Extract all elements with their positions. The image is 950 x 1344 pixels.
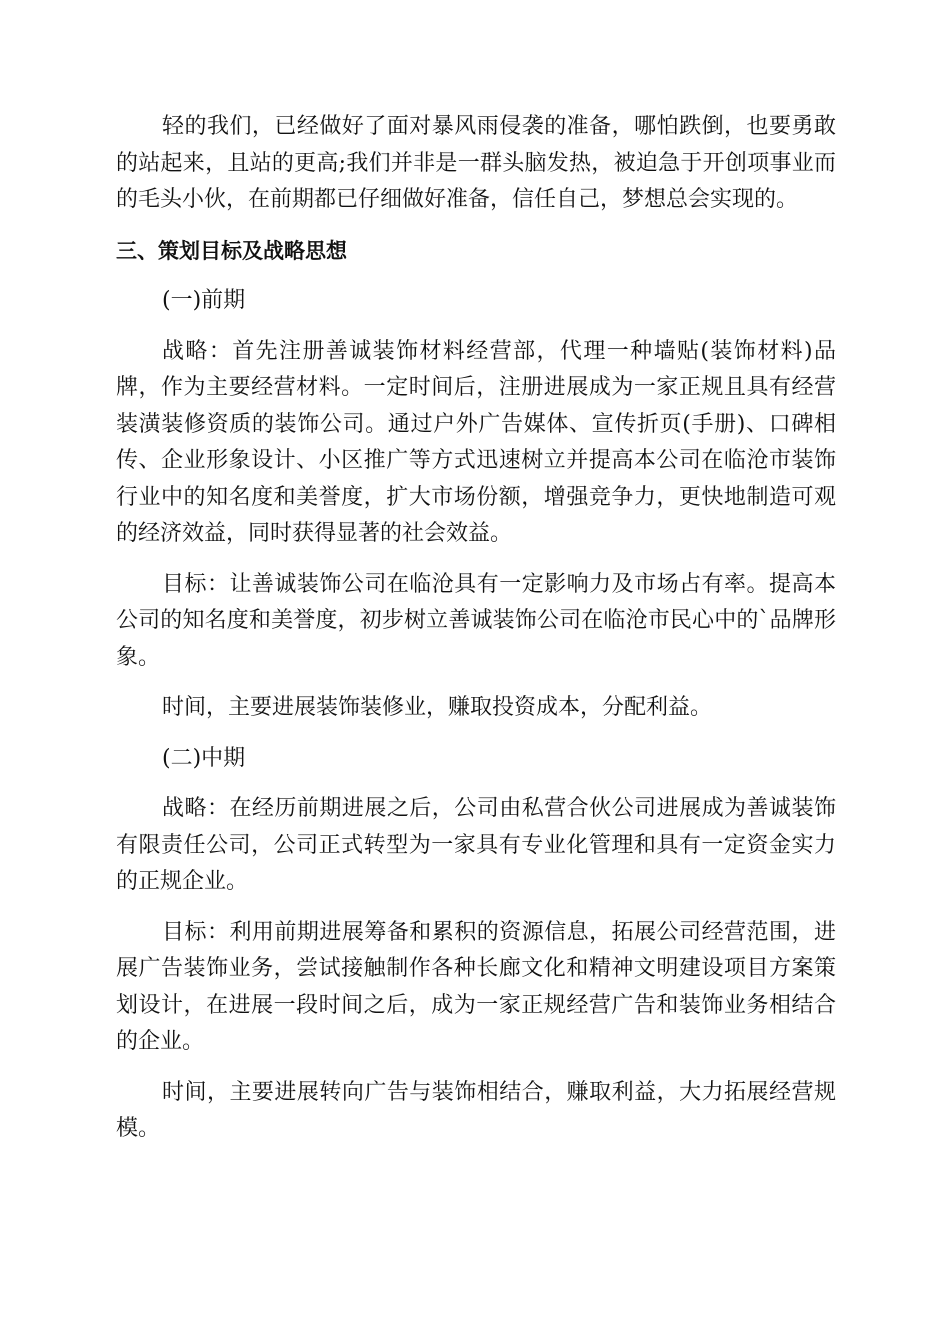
paragraph-continuation: 轻的我们，已经做好了面对暴风雨侵袭的准备，哪怕跌倒，也要勇敢的站起来，且站的更高;我们并非是一群头脑发热，被迫急于开创项事业而的毛头小伙，在前期都已仔细做好准备，信任自己，梦想总会实现的。 xyxy=(116,114,836,212)
section-heading: 三、策划目标及战略思想 xyxy=(116,238,347,263)
document-body xyxy=(116,109,836,1148)
subsection-mid-stage: (二)中期 xyxy=(162,745,246,771)
subsection-early-stage: (一)前期 xyxy=(162,288,246,313)
paragraph-early-goal: 目标：让善诚装饰公司在临沧具有一定影响力及市场占有率。提高本公司的知名度和美誉度，初步树立善诚装饰公司在临沧市民心中的`品牌形象。 xyxy=(116,571,836,670)
paragraph-mid-time: 时间，主要进展转向广告与装饰相结合，赚取利益，大力拓展经营规模。 xyxy=(116,1079,836,1141)
paragraph-mid-strategy: 战略：在经历前期进展之后，公司由私营合伙公司进展成为善诚装饰有限责任公司，公司正式转型为一家具有专业化管理和具有一定资金实力的正规企业。 xyxy=(116,796,836,894)
paragraph-early-strategy: 战略：首先注册善诚装饰材料经营部，代理一种墙贴(装饰材料)品牌，作为主要经营材料。一定时间后，注册进展成为一家正规且具有经营装潢装修资质的装饰公司。通过户外广告媒体、宣传折页(手册)、口碑相传、企业形象设计、小区推广等方式迅速树立并提高本公司在临沧市装饰行业中的知名度和美誉度，扩大市场份额，增强竞争力，更快地制造可观的经济效益，同时获得显著的社会效益。 xyxy=(116,338,836,546)
paragraph-early-time: 时间，主要进展装饰装修业，赚取投资成本，分配利益。 xyxy=(162,695,713,720)
paragraph-mid-goal: 目标：利用前期进展筹备和累积的资源信息，拓展公司经营范围，进展广告装饰业务，尝试接触制作各种长廊文化和精神文明建设项目方案策划设计，在进展一段时间之后，成为一家正规经营广告和装饰业务相结合的企业。 xyxy=(116,919,836,1054)
